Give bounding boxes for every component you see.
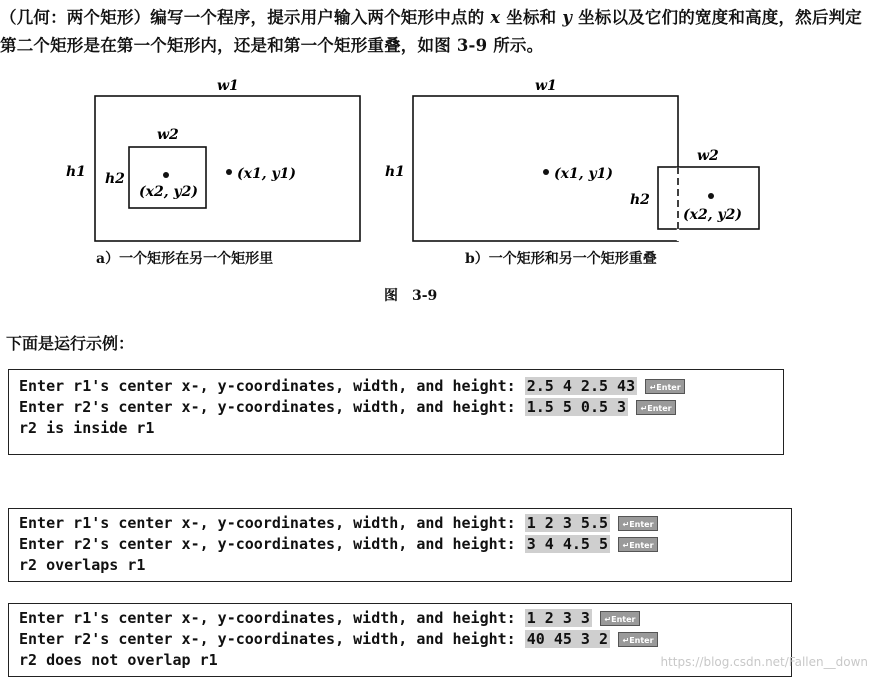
caption-a: a）一个矩形在另一个矩形里 <box>96 251 274 267</box>
figure-b <box>385 78 759 241</box>
x-variable: x <box>490 8 501 27</box>
prompt-text: Enter r1's center x-, y-coordinates, width, and height: <box>19 377 525 395</box>
run-3-line-2 <box>19 629 781 650</box>
center-point-2-b <box>708 193 714 199</box>
label-h2-b: h2 <box>630 192 650 208</box>
label-p2-a: (x2, y2) <box>139 184 198 200</box>
run-2-line-1 <box>19 513 781 534</box>
label-h1-b: h1 <box>385 164 405 180</box>
figure-a <box>66 78 360 241</box>
run-3-line-1 <box>19 608 781 629</box>
label-p1-b: (x1, y1) <box>554 166 613 182</box>
label-w1-a: w1 <box>217 78 239 94</box>
sample-run-heading: 下面是运行示例： <box>6 334 135 353</box>
y-variable: y <box>562 8 573 27</box>
prompt-text: Enter r1's center x-, y-coordinates, width, and height: <box>19 609 525 627</box>
label-h2-a: h2 <box>105 171 125 187</box>
enter-key-icon: ↵Enter <box>618 632 658 647</box>
label-w2-b: w2 <box>697 148 719 164</box>
rect-r1-a <box>95 96 360 241</box>
prompt-text: Enter r2's center x-, y-coordinates, width, and height: <box>19 398 525 416</box>
label-p1-a: (x1, y1) <box>237 166 296 182</box>
center-point-1-a <box>226 169 232 175</box>
enter-key-icon: ↵Enter <box>618 516 658 531</box>
label-p2-b: (x2, y2) <box>683 207 742 223</box>
label-h1-a: h1 <box>66 164 86 180</box>
run-1-result: r2 is inside r1 <box>19 419 155 437</box>
statement-part-3: 坐标以及它们的宽度和高度，然后判定第二个矩形是在第一个矩形内，还是和第一个矩形重叠，如图 3-9 所示。 <box>0 8 862 55</box>
run-1-line-2 <box>19 397 773 418</box>
sample-run-1 <box>8 369 784 455</box>
run-1-line-1 <box>19 376 773 397</box>
rect-r1-b <box>413 96 678 241</box>
run-2-result: r2 overlaps r1 <box>19 556 146 574</box>
label-w1-b: w1 <box>535 78 557 94</box>
user-input: 1 2 3 3 <box>526 609 590 627</box>
user-input: 1 2 3 5.5 <box>526 514 609 532</box>
center-point-1-b <box>543 169 549 175</box>
run-2-line-2 <box>19 534 781 555</box>
prompt-text: Enter r1's center x-, y-coordinates, width, and height: <box>19 514 525 532</box>
caption-b: b）一个矩形和另一个矩形重叠 <box>465 251 657 267</box>
user-input: 1.5 5 0.5 3 <box>526 398 627 416</box>
label-w2-a: w2 <box>157 127 179 143</box>
sample-run-2 <box>8 508 792 582</box>
watermark: https://blog.csdn.net/Fallen__down <box>660 655 868 669</box>
user-input: 2.5 4 2.5 43 <box>526 377 636 395</box>
enter-key-icon: ↵Enter <box>636 400 676 415</box>
enter-key-icon: ↵Enter <box>618 537 658 552</box>
statement-part-1: （几何：两个矩形）编写一个程序，提示用户输入两个矩形中点的 <box>0 8 485 27</box>
enter-key-icon: ↵Enter <box>600 611 640 626</box>
center-point-2-a <box>163 172 169 178</box>
run-3-result: r2 does not overlap r1 <box>19 651 218 669</box>
user-input: 40 45 3 2 <box>526 630 609 648</box>
enter-key-icon: ↵Enter <box>645 379 685 394</box>
user-input: 3 4 4.5 5 <box>526 535 609 553</box>
statement-part-2: 坐标和 <box>506 8 557 27</box>
prompt-text: Enter r2's center x-, y-coordinates, width, and height: <box>19 630 525 648</box>
figure-label: 图 3-9 <box>384 288 438 304</box>
prompt-text: Enter r2's center x-, y-coordinates, width, and height: <box>19 535 525 553</box>
